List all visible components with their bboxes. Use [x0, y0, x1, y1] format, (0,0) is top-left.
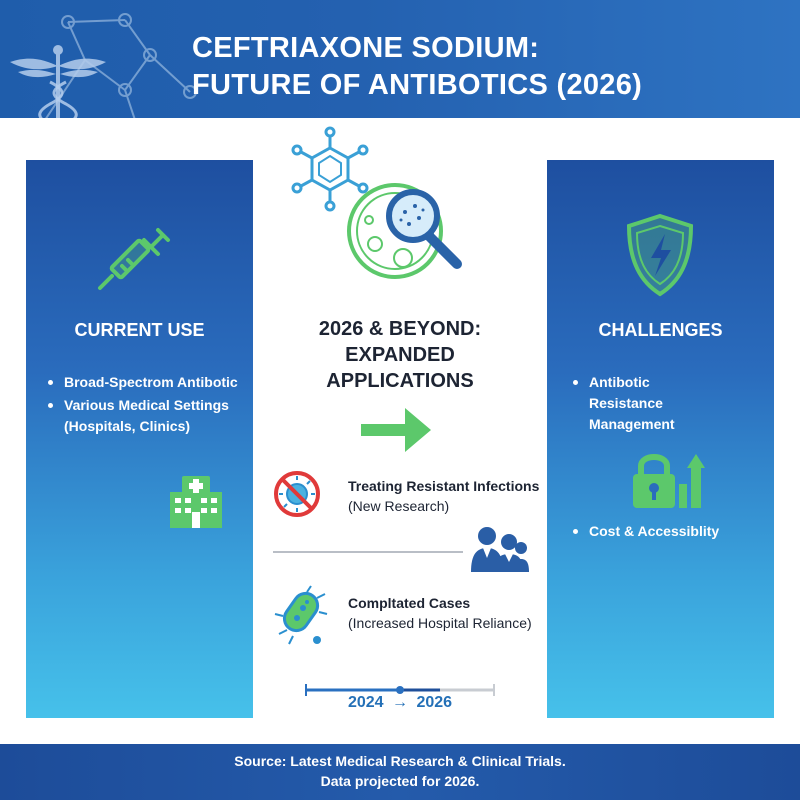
title-line-1: CEFTRIAXONE SODIUM:	[192, 32, 540, 64]
no-virus-icon	[273, 470, 321, 518]
footer-source	[0, 744, 800, 800]
list-item: Broad-Spectrom Antibotic	[46, 372, 246, 393]
list-item: Cost & Accessiblity	[571, 521, 771, 542]
challenges-title: CHALLENGES	[598, 320, 723, 340]
header-banner	[0, 0, 800, 118]
expanded-applications-section	[253, 118, 547, 743]
petri-dish-magnifier-icon	[345, 176, 475, 286]
center-title-line-1: 2026 & BEYOND:	[318, 318, 482, 340]
list-item: Antibotic Resistance Management	[571, 372, 701, 435]
title-line-2: FUTURE OF ANTIBOTICS (2026)	[192, 69, 643, 101]
current-use-title: CURRENT USE	[74, 320, 205, 340]
bacteria-icon	[273, 586, 329, 650]
item-sub-text: (New Research)	[348, 498, 450, 514]
syringe-icon	[96, 222, 176, 302]
item-main-text: Compltated Cases	[348, 595, 471, 611]
caduceus-icon	[10, 45, 106, 118]
footer-line-1: Source: Latest Medical Research & Clinical Trials.	[234, 753, 566, 769]
current-use-panel	[26, 160, 253, 718]
divider-line	[273, 550, 463, 554]
timeline-arrow: →	[392, 694, 408, 711]
footer-line-2: Data projected for 2026.	[320, 773, 480, 789]
challenges-panel	[547, 160, 774, 718]
expanded-applications-title	[253, 316, 547, 394]
hospital-icon	[166, 470, 226, 530]
resistant-infections-item	[348, 476, 539, 516]
center-title-line-3: APPLICATIONS	[326, 370, 474, 392]
center-title-line-2: EXPANDED	[345, 344, 455, 366]
complicated-cases-item	[348, 593, 532, 633]
arrow-right-icon	[361, 406, 433, 454]
item-sub-text: (Increased Hospital Reliance)	[348, 615, 532, 631]
timeline-start: 2024	[347, 694, 384, 711]
item-main-text: Treating Resistant Infections	[348, 478, 540, 494]
medical-team-icon	[467, 524, 531, 574]
page-title	[192, 30, 792, 104]
list-item: Various Medical Settings (Hospitals, Clinics)	[46, 395, 246, 437]
timeline-end: 2026	[416, 694, 453, 711]
shield-icon	[623, 212, 697, 298]
lock-growth-icon	[629, 448, 713, 512]
timeline-label	[253, 694, 547, 712]
current-use-list	[46, 372, 246, 439]
